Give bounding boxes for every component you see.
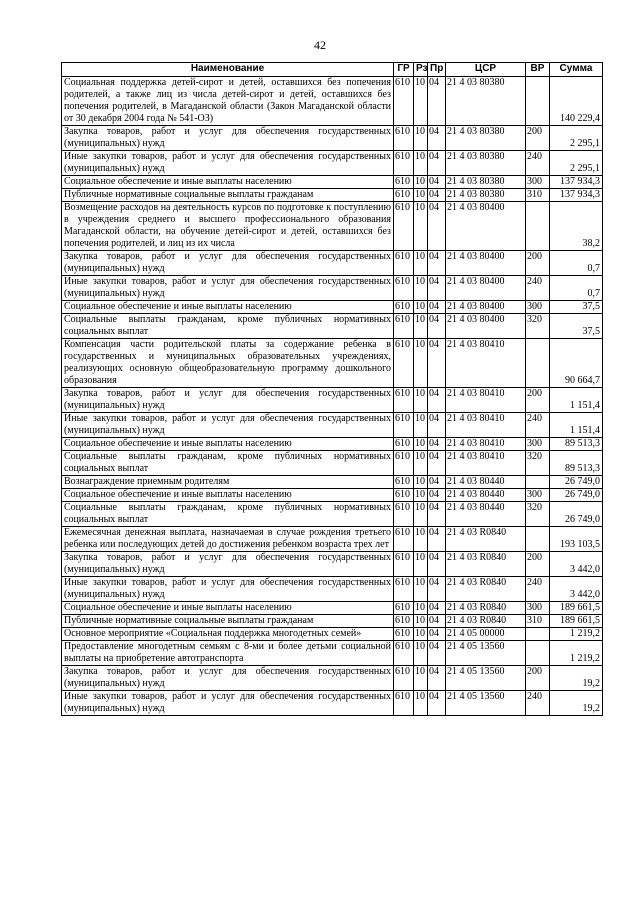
cell-csr: 21 4 03 80440 (446, 489, 526, 502)
table-row (62, 276, 603, 301)
cell-pr: 04 (428, 314, 446, 339)
table-row (62, 251, 603, 276)
cell-csr: 21 4 03 80400 (446, 314, 526, 339)
cell-rz: 10 (414, 691, 428, 716)
cell-rz: 10 (414, 476, 428, 489)
cell-rz: 10 (414, 666, 428, 691)
cell-csr: 21 4 03 80380 (446, 189, 526, 202)
cell-pr: 04 (428, 251, 446, 276)
cell-pr: 04 (428, 602, 446, 615)
cell-csr: 21 4 05 13560 (446, 691, 526, 716)
cell-pr: 04 (428, 202, 446, 251)
cell-vr (526, 527, 550, 552)
cell-pr: 04 (428, 691, 446, 716)
cell-csr: 21 4 03 80400 (446, 251, 526, 276)
cell-sum: 193 103,5 (550, 527, 603, 552)
table-row (62, 438, 603, 451)
cell-name: Социальное обеспечение и иные выплаты населению (62, 301, 394, 314)
cell-rz: 10 (414, 151, 428, 176)
cell-vr: 240 (526, 276, 550, 301)
cell-csr: 21 4 03 80410 (446, 388, 526, 413)
cell-sum: 0,7 (550, 276, 603, 301)
cell-vr: 310 (526, 615, 550, 628)
cell-sum: 0,7 (550, 251, 603, 276)
cell-sum: 3 442,0 (550, 552, 603, 577)
table-row (62, 413, 603, 438)
cell-gr: 610 (394, 413, 414, 438)
cell-pr: 04 (428, 577, 446, 602)
cell-sum: 137 934,3 (550, 189, 603, 202)
cell-vr: 320 (526, 502, 550, 527)
cell-csr: 21 4 03 80380 (446, 151, 526, 176)
cell-rz: 10 (414, 489, 428, 502)
header-vr: ВР (526, 63, 550, 77)
cell-pr: 04 (428, 388, 446, 413)
cell-rz: 10 (414, 251, 428, 276)
cell-pr: 04 (428, 276, 446, 301)
header-sum: Сумма (550, 63, 603, 77)
cell-csr: 21 4 03 R0840 (446, 602, 526, 615)
cell-name: Социальные выплаты гражданам, кроме публичных нормативных социальных выплат (62, 451, 394, 476)
cell-gr: 610 (394, 276, 414, 301)
cell-sum: 1 219,2 (550, 628, 603, 641)
cell-vr: 200 (526, 552, 550, 577)
table-row (62, 641, 603, 666)
cell-pr: 04 (428, 189, 446, 202)
cell-csr: 21 4 03 80440 (446, 476, 526, 489)
cell-gr: 610 (394, 126, 414, 151)
cell-gr: 610 (394, 552, 414, 577)
cell-vr: 240 (526, 577, 550, 602)
cell-name: Закупка товаров, работ и услуг для обеспечения государственных (муниципальных) нужд (62, 552, 394, 577)
table-row (62, 176, 603, 189)
cell-csr: 21 4 05 13560 (446, 641, 526, 666)
table-row (62, 451, 603, 476)
table-row (62, 691, 603, 716)
cell-gr: 610 (394, 489, 414, 502)
cell-vr: 300 (526, 438, 550, 451)
cell-name: Компенсация части родительской платы за содержание ребенка в государственных и муниципальных образовательных учреждениях, реализующих основную общеобразовательную программу дошкольного образования (62, 339, 394, 388)
cell-gr: 610 (394, 628, 414, 641)
cell-gr: 610 (394, 339, 414, 388)
cell-name: Социальные выплаты гражданам, кроме публичных нормативных социальных выплат (62, 502, 394, 527)
cell-name: Социальная поддержка детей-сирот и детей, оставшихся без попечения родителей, а также лиц из числа детей-сирот и детей, оставшихся без попечения родителей, в Магаданской области (Закон Магаданской области от 30 декабря 2004 года № 541-ОЗ) (62, 77, 394, 126)
cell-name: Закупка товаров, работ и услуг для обеспечения государственных (муниципальных) нужд (62, 251, 394, 276)
cell-csr: 21 4 03 R0840 (446, 615, 526, 628)
cell-rz: 10 (414, 413, 428, 438)
cell-csr: 21 4 03 80400 (446, 276, 526, 301)
cell-vr (526, 628, 550, 641)
cell-sum: 37,5 (550, 301, 603, 314)
cell-gr: 610 (394, 314, 414, 339)
table-row (62, 388, 603, 413)
page-number: 42 (314, 38, 326, 52)
cell-vr: 200 (526, 251, 550, 276)
cell-vr: 300 (526, 301, 550, 314)
cell-gr: 610 (394, 176, 414, 189)
cell-sum: 3 442,0 (550, 577, 603, 602)
cell-csr: 21 4 03 80410 (446, 451, 526, 476)
cell-name: Публичные нормативные социальные выплаты гражданам (62, 615, 394, 628)
cell-sum: 1 219,2 (550, 641, 603, 666)
cell-rz: 10 (414, 77, 428, 126)
cell-pr: 04 (428, 451, 446, 476)
header-name: Наименование (62, 63, 394, 77)
cell-vr: 200 (526, 388, 550, 413)
cell-sum: 189 661,5 (550, 615, 603, 628)
cell-rz: 10 (414, 202, 428, 251)
cell-pr: 04 (428, 77, 446, 126)
cell-gr: 610 (394, 666, 414, 691)
cell-gr: 610 (394, 388, 414, 413)
cell-vr: 320 (526, 451, 550, 476)
cell-vr: 300 (526, 489, 550, 502)
table-row (62, 189, 603, 202)
cell-gr: 610 (394, 251, 414, 276)
cell-rz: 10 (414, 641, 428, 666)
cell-sum: 1 151,4 (550, 388, 603, 413)
cell-gr: 610 (394, 301, 414, 314)
cell-gr: 610 (394, 502, 414, 527)
cell-pr: 04 (428, 176, 446, 189)
table-row (62, 339, 603, 388)
cell-vr: 320 (526, 314, 550, 339)
cell-rz: 10 (414, 628, 428, 641)
cell-gr: 610 (394, 691, 414, 716)
cell-rz: 10 (414, 552, 428, 577)
table-row (62, 151, 603, 176)
cell-pr: 04 (428, 438, 446, 451)
cell-sum: 1 151,4 (550, 413, 603, 438)
table-row (62, 552, 603, 577)
cell-csr: 21 4 03 80440 (446, 502, 526, 527)
cell-vr: 300 (526, 602, 550, 615)
cell-pr: 04 (428, 615, 446, 628)
cell-pr: 04 (428, 151, 446, 176)
cell-name: Социальное обеспечение и иные выплаты населению (62, 438, 394, 451)
cell-csr: 21 4 03 R0840 (446, 552, 526, 577)
cell-name: Иные закупки товаров, работ и услуг для обеспечения государственных (муниципальных) нужд (62, 151, 394, 176)
cell-csr: 21 4 03 80410 (446, 339, 526, 388)
cell-csr: 21 4 03 80380 (446, 176, 526, 189)
cell-vr: 200 (526, 126, 550, 151)
cell-rz: 10 (414, 176, 428, 189)
cell-csr: 21 4 03 80400 (446, 202, 526, 251)
table-row (62, 615, 603, 628)
table-row (62, 502, 603, 527)
cell-vr: 240 (526, 691, 550, 716)
table-row (62, 666, 603, 691)
cell-sum: 2 295,1 (550, 126, 603, 151)
cell-rz: 10 (414, 438, 428, 451)
cell-rz: 10 (414, 615, 428, 628)
cell-pr: 04 (428, 641, 446, 666)
cell-rz: 10 (414, 126, 428, 151)
cell-vr (526, 641, 550, 666)
cell-gr: 610 (394, 615, 414, 628)
cell-name: Ежемесячная денежная выплата, назначаемая в случае рождения третьего ребенка или последующих детей до достижения ребенком возраста трех лет (62, 527, 394, 552)
cell-name: Предоставление многодетным семьям с 8-ми и более детьми социальной выплаты на приобретение автотранспорта (62, 641, 394, 666)
cell-csr: 21 4 03 80410 (446, 413, 526, 438)
cell-vr: 310 (526, 189, 550, 202)
cell-vr: 240 (526, 413, 550, 438)
table-row (62, 602, 603, 615)
cell-vr: 300 (526, 176, 550, 189)
cell-sum: 37,5 (550, 314, 603, 339)
cell-pr: 04 (428, 628, 446, 641)
cell-gr: 610 (394, 202, 414, 251)
cell-gr: 610 (394, 189, 414, 202)
cell-csr: 21 4 05 00000 (446, 628, 526, 641)
cell-pr: 04 (428, 413, 446, 438)
cell-rz: 10 (414, 502, 428, 527)
cell-name: Социальное обеспечение и иные выплаты населению (62, 489, 394, 502)
cell-vr (526, 77, 550, 126)
table-row (62, 202, 603, 251)
cell-name: Закупка товаров, работ и услуг для обеспечения государственных (муниципальных) нужд (62, 388, 394, 413)
table-row (62, 628, 603, 641)
cell-pr: 04 (428, 666, 446, 691)
cell-csr: 21 4 03 80400 (446, 301, 526, 314)
cell-sum: 2 295,1 (550, 151, 603, 176)
cell-sum: 26 749,0 (550, 476, 603, 489)
cell-rz: 10 (414, 339, 428, 388)
cell-name: Иные закупки товаров, работ и услуг для обеспечения государственных (муниципальных) нужд (62, 577, 394, 602)
cell-name: Иные закупки товаров, работ и услуг для обеспечения государственных (муниципальных) нужд (62, 413, 394, 438)
cell-vr (526, 202, 550, 251)
cell-vr: 240 (526, 151, 550, 176)
cell-name: Вознаграждение приемным родителям (62, 476, 394, 489)
cell-gr: 610 (394, 527, 414, 552)
cell-name: Закупка товаров, работ и услуг для обеспечения государственных (муниципальных) нужд (62, 666, 394, 691)
cell-pr: 04 (428, 527, 446, 552)
cell-pr: 04 (428, 502, 446, 527)
table-row (62, 126, 603, 151)
cell-sum: 90 664,7 (550, 339, 603, 388)
cell-rz: 10 (414, 301, 428, 314)
table-row (62, 314, 603, 339)
cell-vr (526, 476, 550, 489)
table-row (62, 476, 603, 489)
header-csr: ЦСР (446, 63, 526, 77)
cell-gr: 610 (394, 602, 414, 615)
cell-vr (526, 339, 550, 388)
cell-sum: 26 749,0 (550, 502, 603, 527)
cell-sum: 19,2 (550, 691, 603, 716)
cell-name: Закупка товаров, работ и услуг для обеспечения государственных (муниципальных) нужд (62, 126, 394, 151)
header-rz: Рз (414, 63, 428, 77)
cell-csr: 21 4 03 R0840 (446, 527, 526, 552)
cell-gr: 610 (394, 451, 414, 476)
table-header-row (62, 63, 603, 77)
cell-pr: 04 (428, 552, 446, 577)
cell-name: Иные закупки товаров, работ и услуг для обеспечения государственных (муниципальных) нужд (62, 691, 394, 716)
cell-gr: 610 (394, 641, 414, 666)
cell-sum: 89 513,3 (550, 438, 603, 451)
table-row (62, 301, 603, 314)
table-row (62, 527, 603, 552)
table-row (62, 489, 603, 502)
cell-csr: 21 4 03 R0840 (446, 577, 526, 602)
cell-pr: 04 (428, 489, 446, 502)
cell-sum: 26 749,0 (550, 489, 603, 502)
cell-gr: 610 (394, 77, 414, 126)
cell-pr: 04 (428, 301, 446, 314)
cell-name: Социальное обеспечение и иные выплаты населению (62, 602, 394, 615)
cell-rz: 10 (414, 577, 428, 602)
cell-rz: 10 (414, 314, 428, 339)
cell-gr: 610 (394, 577, 414, 602)
cell-vr: 200 (526, 666, 550, 691)
cell-sum: 140 229,4 (550, 77, 603, 126)
cell-name: Социальное обеспечение и иные выплаты населению (62, 176, 394, 189)
cell-gr: 610 (394, 151, 414, 176)
header-gr: ГР (394, 63, 414, 77)
cell-pr: 04 (428, 126, 446, 151)
cell-name: Иные закупки товаров, работ и услуг для обеспечения государственных (муниципальных) нужд (62, 276, 394, 301)
cell-sum: 189 661,5 (550, 602, 603, 615)
budget-table (61, 62, 603, 716)
header-pr: Пр (428, 63, 446, 77)
cell-sum: 89 513,3 (550, 451, 603, 476)
cell-name: Возмещение расходов на деятельность курсов по подготовке к поступлению в учреждения среднего и высшего профессионального образования Магаданской области, на обучение детей-сирот и детей, оставшихся без попечения родителей, и лиц из их числа (62, 202, 394, 251)
cell-name: Публичные нормативные социальные выплаты гражданам (62, 189, 394, 202)
cell-gr: 610 (394, 476, 414, 489)
cell-sum: 137 934,3 (550, 176, 603, 189)
cell-rz: 10 (414, 527, 428, 552)
cell-rz: 10 (414, 451, 428, 476)
table-row (62, 577, 603, 602)
cell-pr: 04 (428, 339, 446, 388)
cell-name: Основное мероприятие «Социальная поддержка многодетных семей» (62, 628, 394, 641)
cell-csr: 21 4 03 80380 (446, 77, 526, 126)
cell-csr: 21 4 05 13560 (446, 666, 526, 691)
table-row (62, 77, 603, 126)
cell-rz: 10 (414, 602, 428, 615)
cell-rz: 10 (414, 388, 428, 413)
cell-name: Социальные выплаты гражданам, кроме публичных нормативных социальных выплат (62, 314, 394, 339)
cell-gr: 610 (394, 438, 414, 451)
cell-csr: 21 4 03 80380 (446, 126, 526, 151)
table-body (62, 77, 603, 716)
cell-rz: 10 (414, 276, 428, 301)
cell-sum: 19,2 (550, 666, 603, 691)
cell-sum: 38,2 (550, 202, 603, 251)
cell-rz: 10 (414, 189, 428, 202)
cell-csr: 21 4 03 80410 (446, 438, 526, 451)
cell-pr: 04 (428, 476, 446, 489)
